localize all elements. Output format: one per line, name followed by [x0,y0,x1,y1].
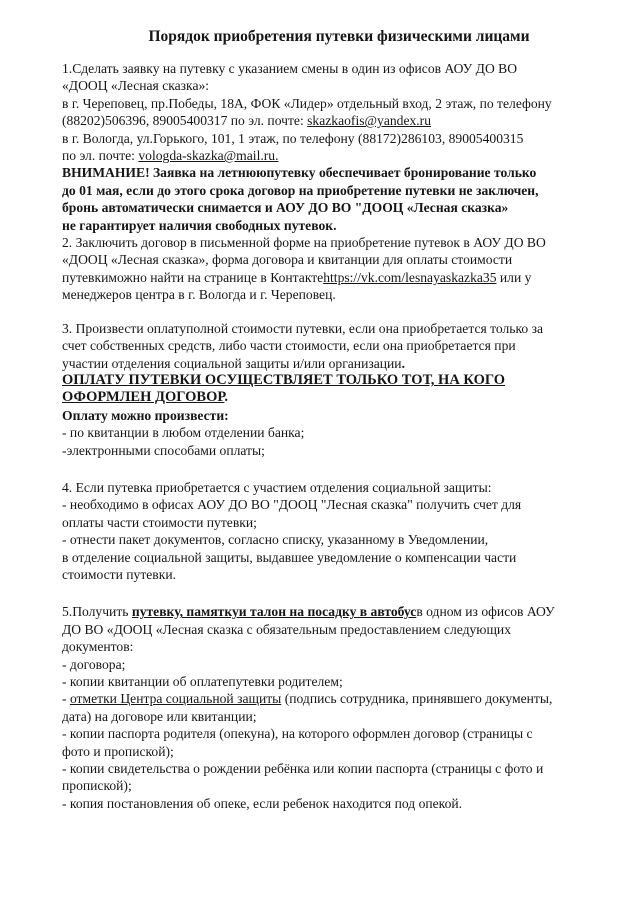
text-fragment: участии отделения социальной защиты и/или организации [62,355,402,371]
text-fragment: (подпись сотрудника, принявшего документы, [281,691,553,707]
text-line: фото и пропиской); [62,743,174,759]
text-fragment: ОФОРМЛЕН ДОГОВОР [62,389,225,406]
text-fragment: . [224,389,229,406]
text-line: «ДООЦ «Лесная сказка», форма договора и квитанции для оплаты стоимости [62,252,513,268]
payment-methods-heading: Оплату можно произвести: [62,407,229,423]
list-item: - по квитанции в любом отделении банка; [62,425,305,441]
text-line: в г. Вологда, ул.Горького, 101, 1 этаж, по телефону (88172)286103, 89005400315 [62,130,524,146]
warning-notice [62,164,616,234]
list-item [62,690,616,707]
email-link-vologda[interactable]: vologda-skazka@mail.ru. [138,148,279,164]
text-fragment: . [401,355,405,371]
text-line: 3. Произвести оплатуполной стоимости путевки, если она приобретается только за [62,320,544,336]
list-item: - копии паспорта родителя (опекуна), на которого оформлен договор (страницы с [62,726,533,742]
text-fragment: 5.Получить [62,604,132,620]
section-4 [62,479,616,583]
text-line [62,269,616,286]
text-line: 1.Сделать заявку на путевку с указанием смены в один из офисов АОУ ДО ВО [62,61,518,76]
text-line: ДО ВО «ДООЦ «Лесная сказка с обязательным предоставлением следующих [62,621,511,637]
text-line: оплаты части стоимости путевки; [62,514,257,530]
page-title: Порядок приобретения путевки физическими лицами [148,28,530,45]
list-item: - копия постановления об опеке, если ребенок находится под опекой. [62,795,463,811]
list-item: - копии квитанции об оплатепутевки родителем; [62,674,343,689]
email-link-cherepovets[interactable]: skazkaofis@yandex.ru [307,113,432,129]
text-fragment: отметки Центра социальной защиты [69,691,282,707]
text-fragment: путевку, памяткуи талон на посадку в автобус [131,604,417,620]
list-item: - необходимо в офисах АОУ ДО ВО "ДООЦ "Лесная сказка" получить счет для [62,497,522,513]
text-line: дата) на договоре или квитанции; [62,708,257,724]
text-line [62,355,616,372]
list-item: - отнести пакет документов, согласно списку, указанному в Уведомлении, [62,532,489,548]
text-line: пропиской); [62,778,132,794]
text-line [62,603,616,620]
section-3 [62,320,616,459]
text-line: документов: [62,639,134,655]
section-2 [62,234,616,304]
list-item: - копии свидетельства о рождении ребёнка или копии паспорта (страницы с фото и [62,761,544,777]
text-line [62,147,616,164]
text-line: не гарантирует наличия свободных путевок. [62,217,337,233]
text-line [62,112,616,129]
text-line: ВНИМАНИЕ! Заявка на летнююпутевку обеспечивает бронирование только [62,165,537,181]
text-line: бронь автоматически снимается и АОУ ДО ВО "ДООЦ «Лесная сказка» [62,200,509,216]
text-fragment: или у [496,269,532,285]
text-line: в отделение социальной защиты, выдавшее уведомление о компенсации части [62,549,517,565]
text-fragment: по эл. почте: [62,148,139,164]
text-line: 4. Если путевка приобретается с участием отделения социальной защиты: [62,479,492,495]
text-fragment: путевкиможно найти на странице в Контакте [62,269,324,285]
list-item: -электронными способами оплаты; [62,442,265,458]
section-1 [62,60,616,164]
payment-notice-line [62,389,616,406]
vk-link[interactable]: https://vk.com/lesnayaskazka35 [323,269,497,285]
text-fragment: в одном из офисов АОУ [416,604,555,620]
payment-notice-line: ОПЛАТУ ПУТЕВКИ ОСУЩЕСТВЛЯЕТ ТОЛЬКО ТОТ, НА КОГО [62,371,505,388]
text-line: стоимости путевки. [62,566,176,582]
text-line: 2. Заключить договор в письменной форме на приобретение путевок в АОУ ДО ВО [62,235,546,251]
section-5 [62,603,616,812]
text-line: счет собственных средств, либо части стоимости, если она приобретается при [62,338,516,354]
text-fragment: - [62,691,70,707]
text-line: в г. Череповец, пр.Победы, 18А, ФОК «Лидер» отдельный вход, 2 этаж, по телефону [62,95,552,111]
text-fragment: (88202)506396, 89005400317 по эл. почте: [62,113,308,129]
text-line: менеджеров центра в г. Вологда и г. Череповец. [62,287,336,303]
text-line: «ДООЦ «Лесная сказка»: [62,78,210,94]
text-line: до 01 мая, если до этого срока договор на приобретение путевки не заключен, [62,182,539,198]
list-item: - договора; [62,656,126,672]
